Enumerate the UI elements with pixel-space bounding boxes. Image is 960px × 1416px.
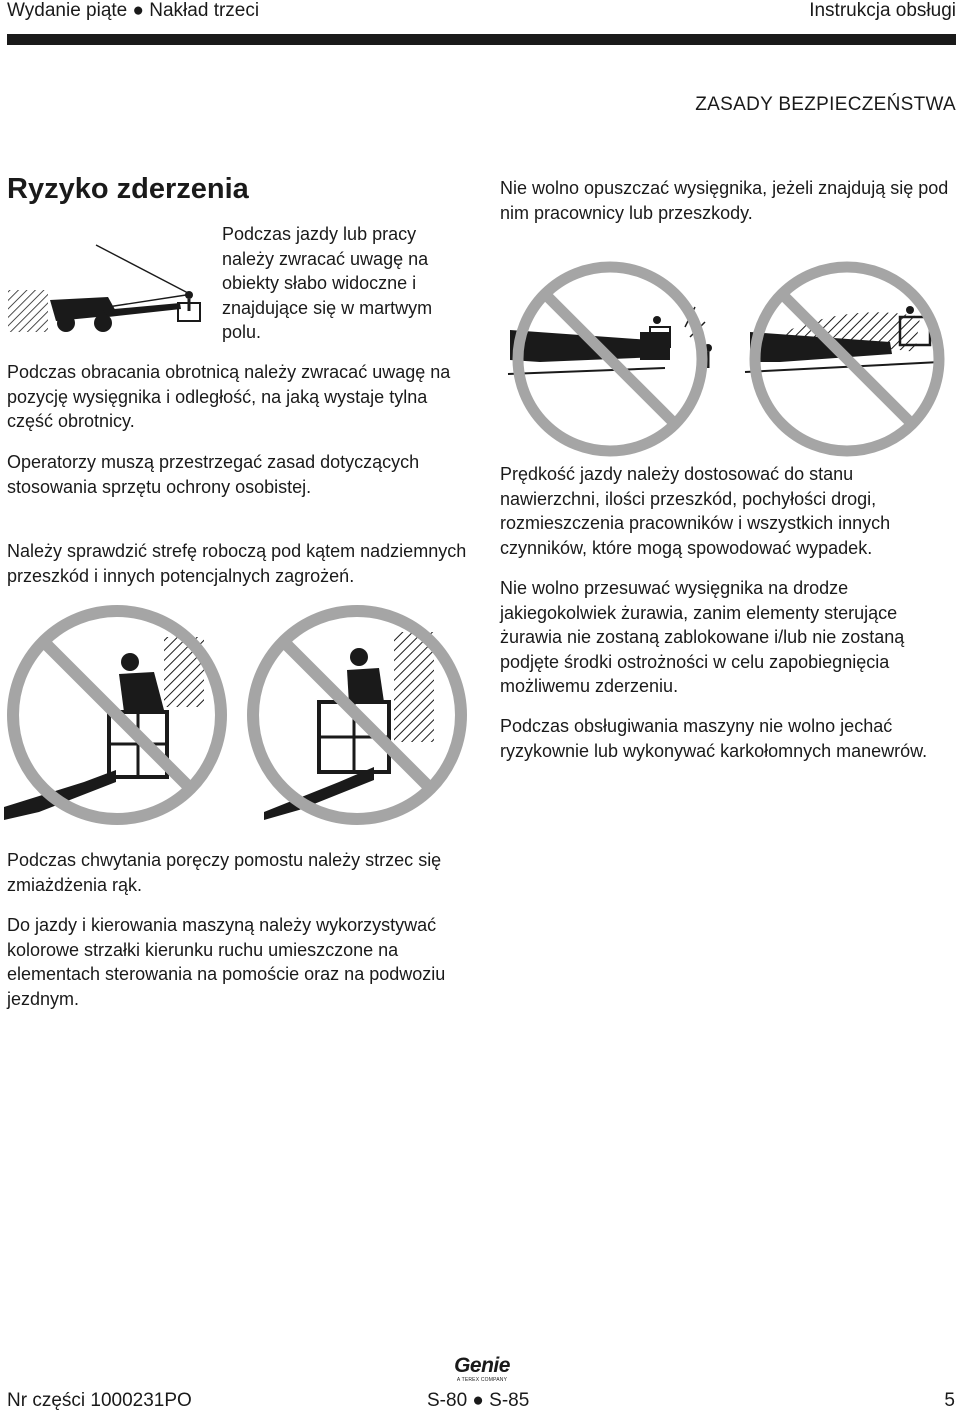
boom-lift-blindspot-illustration (8, 215, 213, 340)
logo-tagline: A TEREX COMPANY (456, 1377, 508, 1383)
paragraph-stunt-driving: Podczas obsługiwania maszyny nie wolno jechać ryzykownie lub wykonywać karkołomnych manewrów. (500, 716, 928, 761)
paragraph-travel-speed: Prędkość jazdy należy dostosować do stanu nawierzchni, ilości przeszkód, pochyłości drogi, rozmieszczenia pracowników i wszystkich innych czynników, które mogą spowodować wypadek. (500, 464, 891, 558)
page-heading: Ryzyko zderzenia (7, 173, 249, 205)
footer-models: S-80 ● S-85 (427, 1390, 530, 1411)
prohibition-sign-right (253, 611, 461, 820)
paragraph-crane-path: Nie wolno przesuwać wysięgnika na drodze jakiegokolwiek żurawia, zanim elementy sterujące żurawia nie zostaną zablokowane i/lub nie zostaną podjęte środki ostrożności w celu zapobiegnięcia możliwemu zderzeniu. (500, 578, 905, 696)
hand-crush-prohibition-illustrations (4, 602, 494, 827)
paragraph-ppe: Operatorzy muszą przestrzegać zasad dotyczących stosowania sprzętu ochrony osobistej. (7, 452, 420, 497)
prohibition-sign-left (4, 611, 221, 820)
intro-paragraph: Podczas jazdy lub pracy należy zwracać uwagę na obiekty słabo widoczne i znajdujące się w martwym polu. (222, 224, 433, 342)
logo-brand: Genie (454, 1354, 510, 1377)
paragraph-rotation: Podczas obracania obrotnicą należy zwracać uwagę na pozycję wysięgnika i odległość, na jaką wystaje tylna część obrotnicy. (7, 362, 451, 431)
prohibition-sign-workers-below (508, 267, 712, 451)
header-rule (7, 34, 956, 45)
footer-part-number: Nr części 1000231PO (7, 1390, 192, 1411)
genie-logo (446, 1355, 518, 1383)
footer-page-number: 5 (944, 1390, 955, 1411)
paragraph-lowering-boom: Nie wolno opuszczać wysięgnika, jeżeli znajdują się pod nim pracownicy lub przeszkody. (500, 178, 949, 223)
header-edition: Wydanie piąte ● Nakład trzeci (7, 0, 260, 21)
paragraph-hand-crush: Podczas chwytania poręczy pomostu należy strzec się zmiażdżenia rąk. (7, 850, 442, 895)
header-manual-title: Instrukcja obsługi (809, 0, 956, 21)
paragraph-overhead: Należy sprawdzić strefę roboczą pod kątem nadziemnych przeszkód i innych potencjalnych zagrożeń. (7, 541, 467, 586)
lowering-boom-prohibition-illustrations (500, 262, 955, 462)
prohibition-sign-obstruction-below (745, 267, 940, 451)
section-title: ZASADY BEZPIECZEŃSTWA (695, 94, 956, 115)
paragraph-direction-arrows: Do jazdy i kierowania maszyną należy wykorzystywać kolorowe strzałki kierunku ruchu umieszczone na elementach sterowania na pomoście oraz na podwoziu jezdnym. (7, 915, 446, 1009)
